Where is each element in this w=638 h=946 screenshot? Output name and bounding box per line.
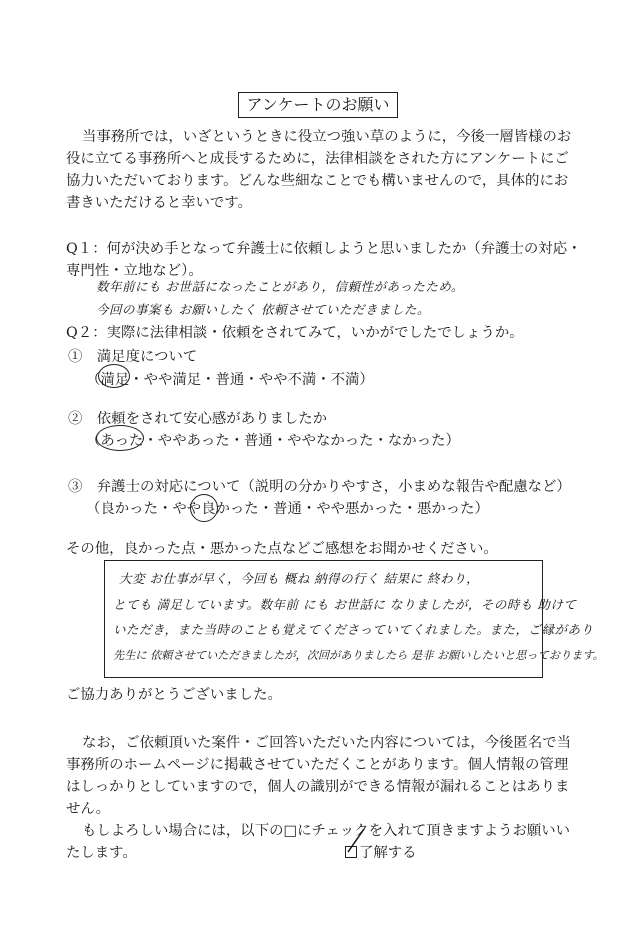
q2-item-options: （あった・ややあった・普通・ややなかった・なかった） [86, 433, 460, 449]
selected-answer-circle [96, 425, 144, 451]
page-title: アンケートのお願い [246, 95, 390, 114]
comment-line: 大変 お仕事が早く，今回も 概ね 納得の行く 結果に 終わり， [119, 571, 480, 586]
q1-handwritten-answer-line: 数年前にも お世話になったことがあり，信頼性があったため。 [96, 279, 464, 294]
notice-line: せん。 [66, 801, 111, 817]
checkmark-icon [342, 826, 372, 858]
other-prompt: その他，良かった点・悪かった点などご感想をお聞かせください。 [66, 541, 498, 557]
intro-paragraph [66, 126, 571, 214]
intro-line: 書きいただけると幸いです。 [66, 195, 252, 211]
comment-line: とても 満足しています。数年前 にも お世話に なりましたが，その時も 助けて [113, 597, 577, 612]
notice-line: なお，ご依頼頂いた案件・ご回答いただいた内容については，今後匿名で当 [82, 735, 571, 751]
consent-checkbox-label: 了解する [359, 845, 417, 861]
q2-item-options: （良かった・やや良かった・普通・やや悪かった・悪かった） [86, 501, 489, 517]
intro-line: 協力いただいております。どんな些細なことでも構いませんので，具体的にお [66, 173, 569, 189]
q1-question-line: 専門性・立地など）。 [66, 263, 203, 279]
notice-line: 事務所のホームページに掲載させていただくことがあります。個人情報の管理 [66, 757, 569, 773]
q2-item-options: （満足・やや満足・普通・やや不満・不満） [86, 372, 374, 388]
notice-line: はしっかりとしていますので，個人の識別ができる情報が漏れることはありま [66, 779, 570, 795]
comment-line: いただき，また当時のことも覚えてくださっていてくれました。また，ご縁があり [113, 622, 594, 637]
q1-question-line: Q１：何が決め手となって弁護士に依頼しようと思いましたか（弁護士の対応・ [66, 241, 582, 257]
title-box [238, 92, 398, 118]
consent-paragraph [66, 820, 570, 864]
q2-question: Q２：実際に法律相談・依頼をされてみて，いかがでしたでしょうか。 [66, 325, 524, 341]
consent-line: もしよろしい場合には，以下の□にチェックを入れて頂きますようお願いい [82, 823, 571, 839]
q1-question [66, 238, 581, 282]
thanks-text: ご協力ありがとうございました。 [66, 687, 282, 703]
consent-line: たします。 [66, 845, 137, 861]
selected-answer-circle [190, 494, 218, 522]
q2-item-label: ② 依頼をされて安心感がありましたか [68, 411, 328, 427]
q1-handwritten-answer-line: 今回の事案も お願いしたく 依頼させていただきました。 [96, 302, 430, 317]
comment-box [104, 560, 604, 678]
q2-item-label: ① 満足度について [68, 349, 198, 365]
notice-paragraph [66, 732, 571, 820]
comment-line: 先生に 依頼させていただきましたが，次回がありましたら 是非 お願いしたいと思っております。 [113, 649, 604, 662]
q2-item-label: ③ 弁護士の対応について（説明の分かりやすさ，小まめな報告や配慮など） [68, 479, 571, 495]
intro-line: 当事務所では，いざというときに役立つ強い草のように，今後一層皆様のお [82, 129, 572, 145]
intro-line: 役に立てる事務所へと成長するために，法律相談をされた方にアンケートにご [66, 151, 569, 167]
selected-answer-circle [98, 364, 130, 388]
